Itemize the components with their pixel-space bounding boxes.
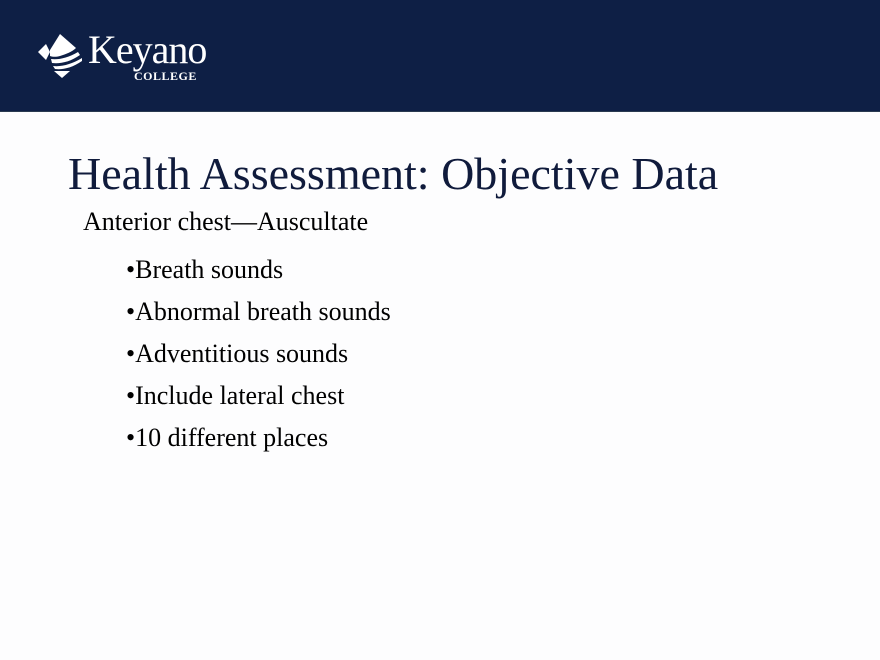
list-item [126,417,391,459]
logo-wordmark: Keyano [88,27,207,72]
bullet-icon: • [126,297,136,326]
list-item [126,375,391,417]
bullet-icon: • [126,339,136,368]
bullet-text: Adventitious sounds [135,339,349,368]
bullet-icon: • [126,423,136,452]
list-item [126,291,391,333]
logo-subtext: COLLEGE [134,69,197,83]
bullet-icon: • [126,255,136,284]
slide-subtitle: Anterior chest—Auscultate [83,207,369,236]
list-item [126,249,391,291]
bullet-text: Abnormal breath sounds [135,297,391,326]
bullet-text: Include lateral chest [135,381,345,410]
bullet-list [126,249,391,459]
list-item [126,333,391,375]
keyano-college-logo [36,27,207,83]
keyano-logo-mark-icon [36,30,86,80]
bullet-icon: • [126,381,136,410]
bullet-text: Breath sounds [135,255,284,284]
slide-header-bar [0,0,880,112]
slide-title: Health Assessment: Objective Data [68,148,719,199]
bullet-text: 10 different places [135,423,329,452]
